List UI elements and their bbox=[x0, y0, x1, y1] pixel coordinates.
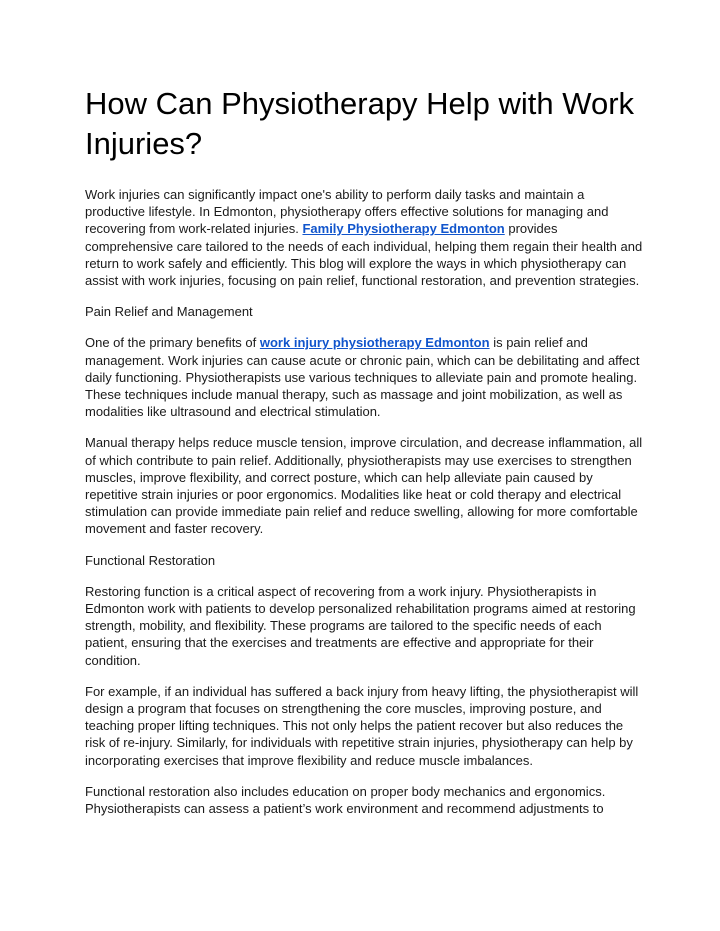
pain-relief-paragraph-1 bbox=[85, 334, 645, 420]
functional-restoration-paragraph-3: Functional restoration also includes education on proper body mechanics and ergonomics. Physiotherapists can assess a patient’s work environment and recommend adjustments to bbox=[85, 783, 606, 817]
pain-relief-text-before: One of the primary benefits of bbox=[85, 335, 260, 351]
spacer bbox=[85, 769, 645, 783]
intro-text-after: provides comprehensive care tailored to the needs of each individual, helping them regain their health and return to work safely and efficiently. This blog will explore the ways in which physiotherapy can assist with work injuries, focusing on pain relief, functional restoration, and prevention strategies. bbox=[85, 221, 643, 289]
spacer bbox=[85, 420, 645, 434]
section-heading-pain-relief: Pain Relief and Management bbox=[85, 304, 253, 320]
section-heading-functional-restoration: Functional Restoration bbox=[85, 552, 216, 568]
spacer bbox=[85, 538, 645, 552]
spacer bbox=[85, 569, 645, 583]
intro-paragraph bbox=[85, 186, 645, 289]
page-title: How Can Physiotherapy Help with Work Injuries? bbox=[85, 86, 635, 161]
document-body bbox=[85, 84, 645, 817]
family-physiotherapy-link[interactable]: Family Physiotherapy Edmonton bbox=[302, 221, 505, 237]
functional-restoration-paragraph-2: For example, if an individual has suffered a back injury from heavy lifting, the physiotherapist will design a program that focuses on strengthening the core muscles, improving posture, and teaching proper lifting techniques. This not only helps the patient recover but also reduces the risk of re-injury. Similarly, for individuals with repetitive strain injuries, physiotherapy can help by incorporating exercises that improve flexibility and reduce muscle imbalances. bbox=[85, 683, 639, 768]
intro-text-before: Work injuries can significantly impact one's ability to perform daily tasks and maintain a productive lifestyle. In Edmonton, physiotherapy offers effective solutions for managing and recovering from work-related injuries. bbox=[85, 187, 609, 237]
spacer bbox=[85, 289, 645, 303]
spacer bbox=[85, 164, 645, 186]
functional-restoration-paragraph-1: Restoring function is a critical aspect of recovering from a work injury. Physiotherapists in Edmonton work with patients to develop personalized rehabilitation programs aimed at restoring strength, mobility, and flexibility. These programs are tailored to the specific needs of each patient, ensuring that the exercises and treatments are effective and appropriate for their condition. bbox=[85, 583, 636, 668]
work-injury-physiotherapy-link[interactable]: work injury physiotherapy Edmonton bbox=[259, 335, 490, 351]
pain-relief-paragraph-2: Manual therapy helps reduce muscle tension, improve circulation, and decrease inflammation, all of which contribute to pain relief. Additionally, physiotherapists may use exercises to strengthen muscles, improve flexibility, and correct posture, which can help alleviate pain caused by repetitive strain injuries or poor ergonomics. Modalities like heat or cold therapy and electrical stimulation can provide immediate pain relief and reduce swelling, allowing for more comfortable movement and faster recovery. bbox=[85, 435, 643, 537]
spacer bbox=[85, 669, 645, 683]
pain-relief-text-after: is pain relief and management. Work injuries can cause acute or chronic pain, which can be debilitating and affect daily functioning. Physiotherapists use various techniques to alleviate pain and promote healing. These techniques include manual therapy, such as massage and joint mobilization, as well as modalities like ultrasound and electrical stimulation. bbox=[85, 335, 640, 420]
spacer bbox=[85, 320, 645, 334]
